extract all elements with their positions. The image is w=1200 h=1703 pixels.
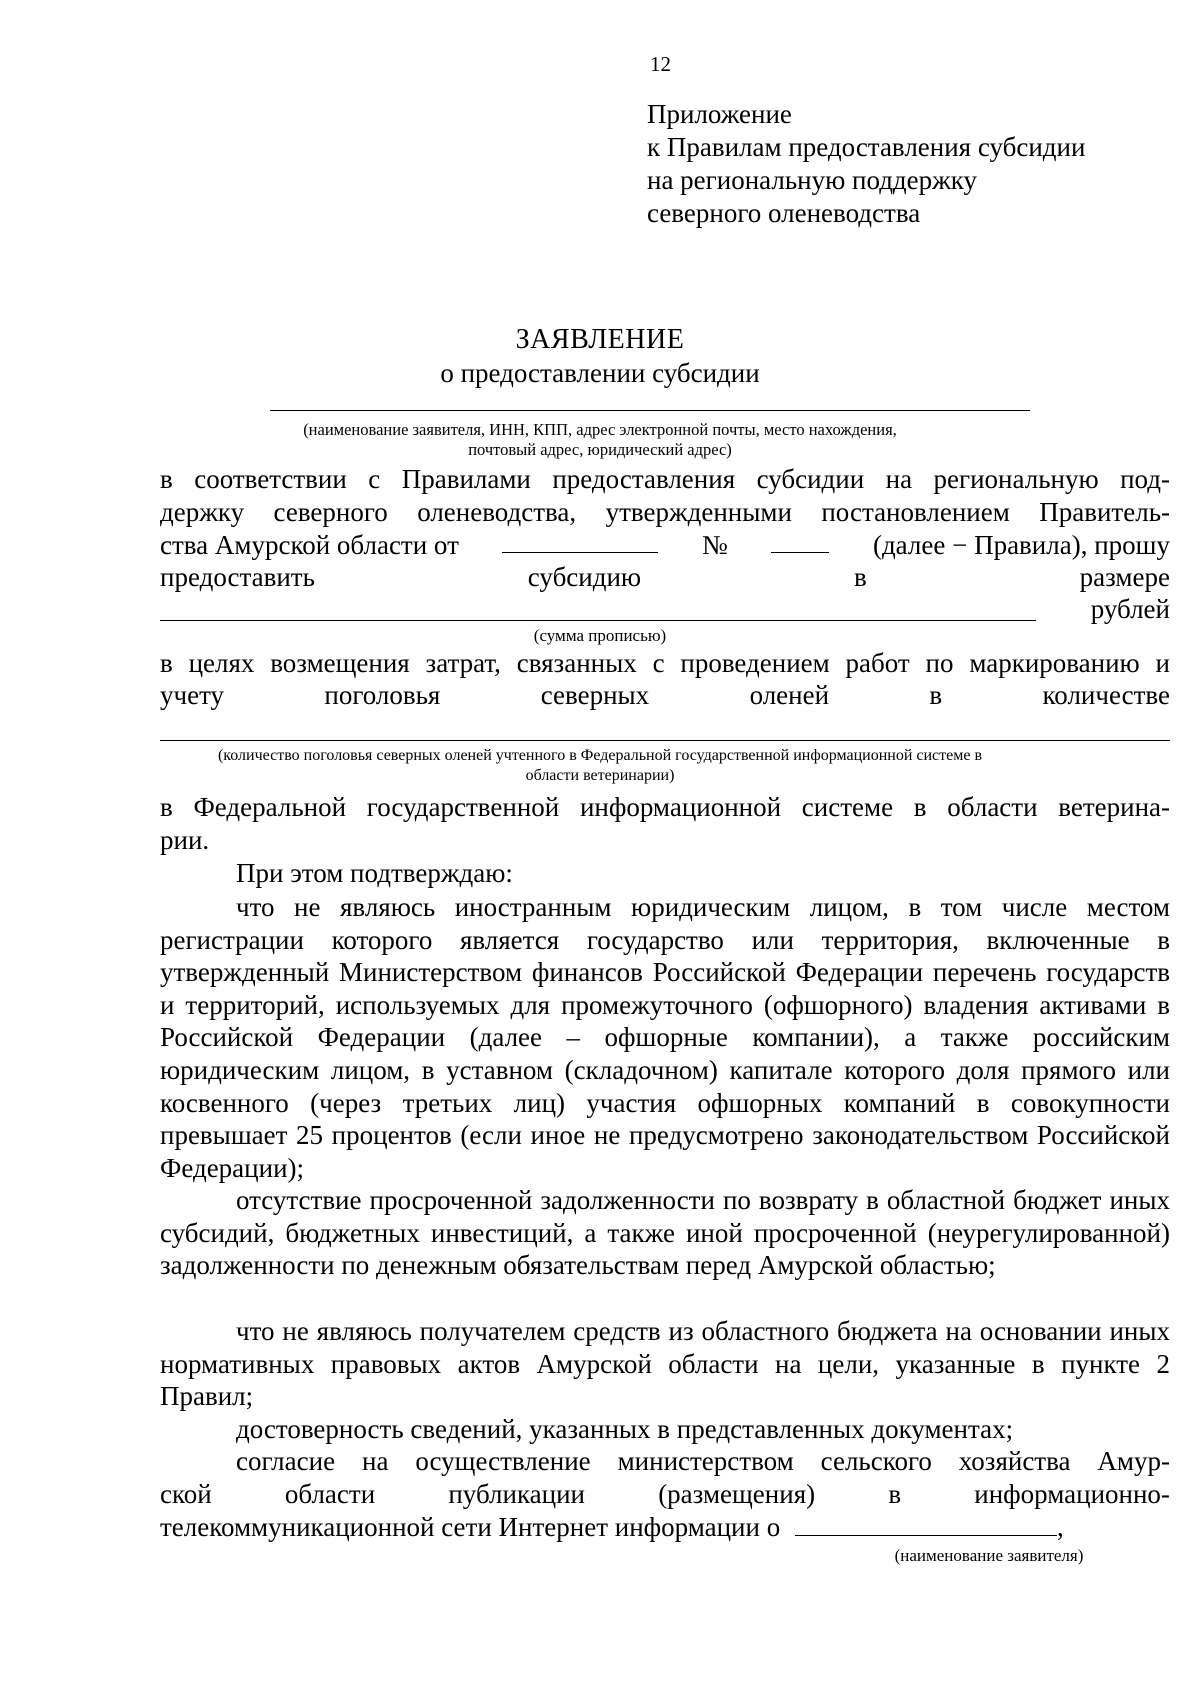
- page-number: 12: [650, 52, 671, 76]
- sum-caption: (сумма прописью): [533, 626, 667, 645]
- applicant-name-caption: (наименование заявителя): [894, 1546, 1084, 1565]
- purpose-line: [160, 680, 1170, 711]
- consent-word: публикации: [448, 1479, 585, 1509]
- purpose-word: поголовья: [324, 680, 441, 710]
- intro-text: (далее − Правила), прошу: [872, 530, 1170, 560]
- document-title: ЗАЯВЛЕНИЕ: [515, 324, 685, 355]
- intro-line: в соответствии с Правилами предоставления субсидии на региональную под-: [160, 464, 1170, 494]
- consent-line: согласие на осуществление министерством сельского хозяйства Амур-: [236, 1446, 1170, 1476]
- consent-word: в: [888, 1479, 902, 1509]
- confirm-heading: При этом подтверждаю:: [236, 858, 513, 888]
- other-funds-paragraph: что не являюсь получателем средств из областного бюджета на основании иных нормативных правовых актов Амурской области на цели, указанные в пункте 2 Правил;: [160, 1316, 1170, 1412]
- consent-word: информационно-: [974, 1479, 1170, 1509]
- consent-text: телекоммуникационной сети Интернет информации о: [160, 1512, 781, 1542]
- offshore-paragraph: что не являюсь иностранным юридическим лицом, в том числе местом регистрации которого является государство или территория, включенные в утвержденный Министерством финансов Российской Федерации перечень государств и территорий, используемых для промежуточного (офшорного) владения активами в Российской Федерации (далее – офшорные компании), а также российским юридическим лицом, в уставном (складочном) капитале которого доля прямого или косвенного (через третьих лиц) участия офшорных компаний в совокупности превышает 25 процентов (если иное не предусмотрено законодательством Российской Федерации);: [160, 892, 1170, 1183]
- count-caption: [0, 746, 1200, 786]
- consent-line: [160, 1479, 1170, 1510]
- appendix-line: на региональную поддержку: [647, 165, 978, 195]
- fgis-line: рии.: [160, 825, 210, 855]
- caption-line: (количество поголовья северных оленей учтенного в Федеральной государственной информационной системе в: [217, 747, 983, 764]
- number-sign: №: [702, 530, 728, 560]
- purpose-line: в целях возмещения затрат, связанных с проведением работ по маркированию и: [160, 648, 1170, 678]
- intro-text: ства Амурской области от: [160, 530, 459, 560]
- document-subtitle: о предоставлении субсидии: [440, 358, 760, 388]
- intro-word: размере: [1079, 562, 1170, 592]
- purpose-word: в: [929, 680, 943, 710]
- purpose-word: количестве: [1042, 680, 1170, 710]
- caption-line: почтовый адрес, юридический адрес): [468, 440, 732, 459]
- number-blank: [771, 530, 829, 553]
- consent-comma: ,: [1056, 1512, 1064, 1542]
- applicant-caption: [0, 420, 1200, 460]
- appendix-block: [647, 98, 1085, 230]
- caption-line: (наименование заявителя, ИНН, КПП, адрес электронной почты, место нахождения,: [303, 420, 897, 439]
- applicant-name-blank: [795, 1513, 1057, 1536]
- consent-word: области: [284, 1479, 376, 1509]
- caption-line: области ветеринарии): [525, 767, 675, 784]
- reliability-paragraph: достоверность сведений, указанных в представленных документах;: [236, 1414, 1014, 1444]
- purpose-word: оленей: [749, 680, 830, 710]
- purpose-word: учету: [160, 680, 225, 710]
- intro-line: [160, 530, 1170, 561]
- purpose-word: северных: [540, 680, 650, 710]
- consent-word: ской: [160, 1479, 212, 1509]
- consent-line: [160, 1512, 1170, 1543]
- rubles-label: рублей: [1090, 594, 1170, 624]
- debt-paragraph: отсутствие просроченной задолженности по возврату в областной бюджет иных субсидий, бюджетных инвестиций, а также иной просроченной (неурегулированной) задолженности по денежным обязательствам перед Амурской областью;: [160, 1185, 1170, 1281]
- intro-word: субсидию: [527, 562, 642, 592]
- consent-word: (размещения): [658, 1479, 816, 1509]
- intro-line: держку северного оленеводства, утвержденными постановлением Правитель-: [160, 497, 1170, 527]
- appendix-line: северного оленеводства: [647, 198, 921, 228]
- appendix-line: к Правилам предоставления субсидии: [647, 132, 1086, 162]
- fgis-line: в Федеральной государственной информационной системе в области ветерина-: [160, 792, 1170, 822]
- date-blank: [502, 530, 658, 553]
- applicant-fill-line: [270, 410, 1030, 411]
- intro-word: предоставить: [160, 562, 315, 592]
- intro-word: в: [854, 562, 867, 592]
- count-fill-line: [160, 740, 1170, 741]
- intro-line: [160, 562, 1170, 593]
- appendix-line: Приложение: [647, 99, 792, 129]
